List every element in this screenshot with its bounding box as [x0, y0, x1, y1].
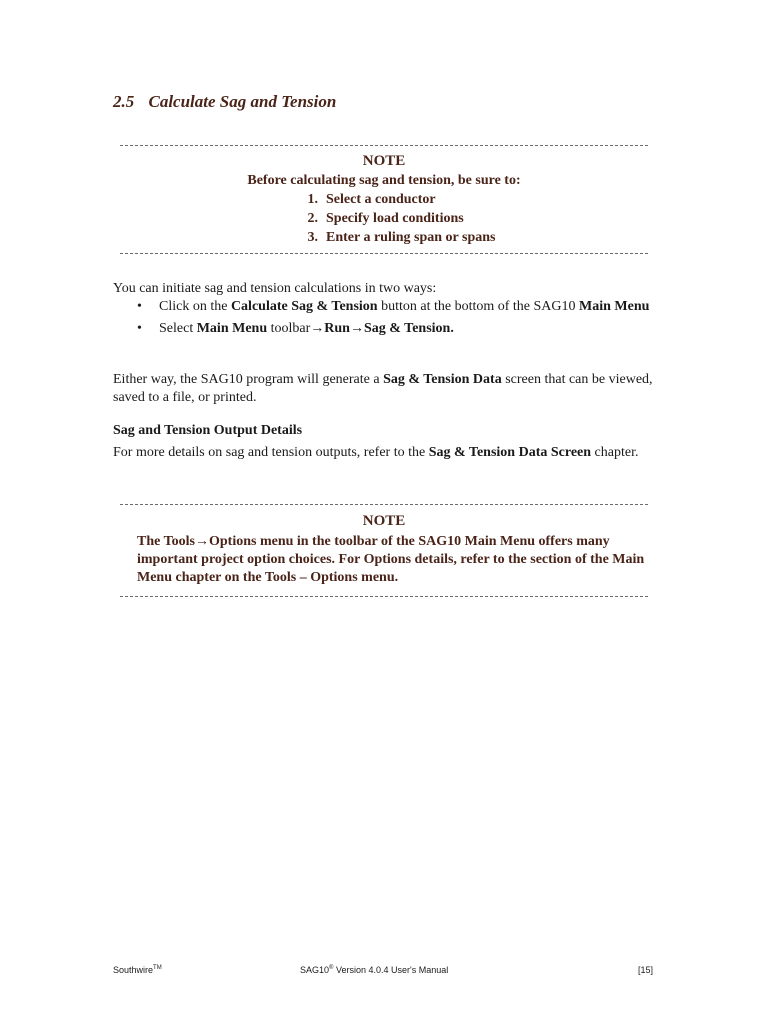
note2-title: NOTE [362, 513, 406, 529]
footer-page-number: [15] [638, 965, 654, 975]
section-heading [113, 92, 336, 112]
output-details-heading: Sag and Tension Output Details [113, 423, 303, 438]
note2-text: The Tools→Options menu in the toolbar of the SAG10 Main Menu offers many important project option choices. For Options details, refer to the section of the Main Menu chapter on the Tools – Options menu. [137, 534, 645, 585]
method-item: • Click on the Calculate Sag & Tension button at the bottom of the SAG10 Main Menu [137, 299, 650, 314]
note1-bottom-divider [120, 253, 648, 254]
note1-checklist [298, 190, 495, 247]
note2-bottom-divider [120, 596, 648, 597]
output-details-paragraph: For more details on sag and tension outputs, refer to the Sag & Tension Data Screen chapter. [113, 445, 639, 460]
note1-title: NOTE [362, 153, 406, 169]
note1-item: 2. Specify load conditions [307, 211, 464, 226]
note1-item: 3. Enter a ruling span or spans [307, 230, 496, 245]
section-number: 2.5 [113, 92, 135, 111]
footer-manual-title: SAG10® Version 4.0.4 User's Manual [300, 965, 449, 975]
footer-brand: Southwire™ [113, 965, 162, 975]
section-title: Calculate Sag and Tension [148, 92, 337, 111]
method-item: • Select Main Menu toolbar→Run→Sag & Tension. [137, 321, 454, 336]
either-way-paragraph: Either way, the SAG10 program will generate a Sag & Tension Data screen that can be viewed, saved to a file, or printed. [113, 372, 653, 405]
intro-paragraph: You can initiate sag and tension calculations in two ways: [113, 281, 437, 296]
note1-item: 1. Select a conductor [307, 192, 436, 207]
method-list [135, 298, 655, 342]
note1-top-divider [120, 145, 648, 146]
note1-intro: Before calculating sag and tension, be sure to: [247, 173, 521, 188]
note2-top-divider [120, 504, 648, 505]
